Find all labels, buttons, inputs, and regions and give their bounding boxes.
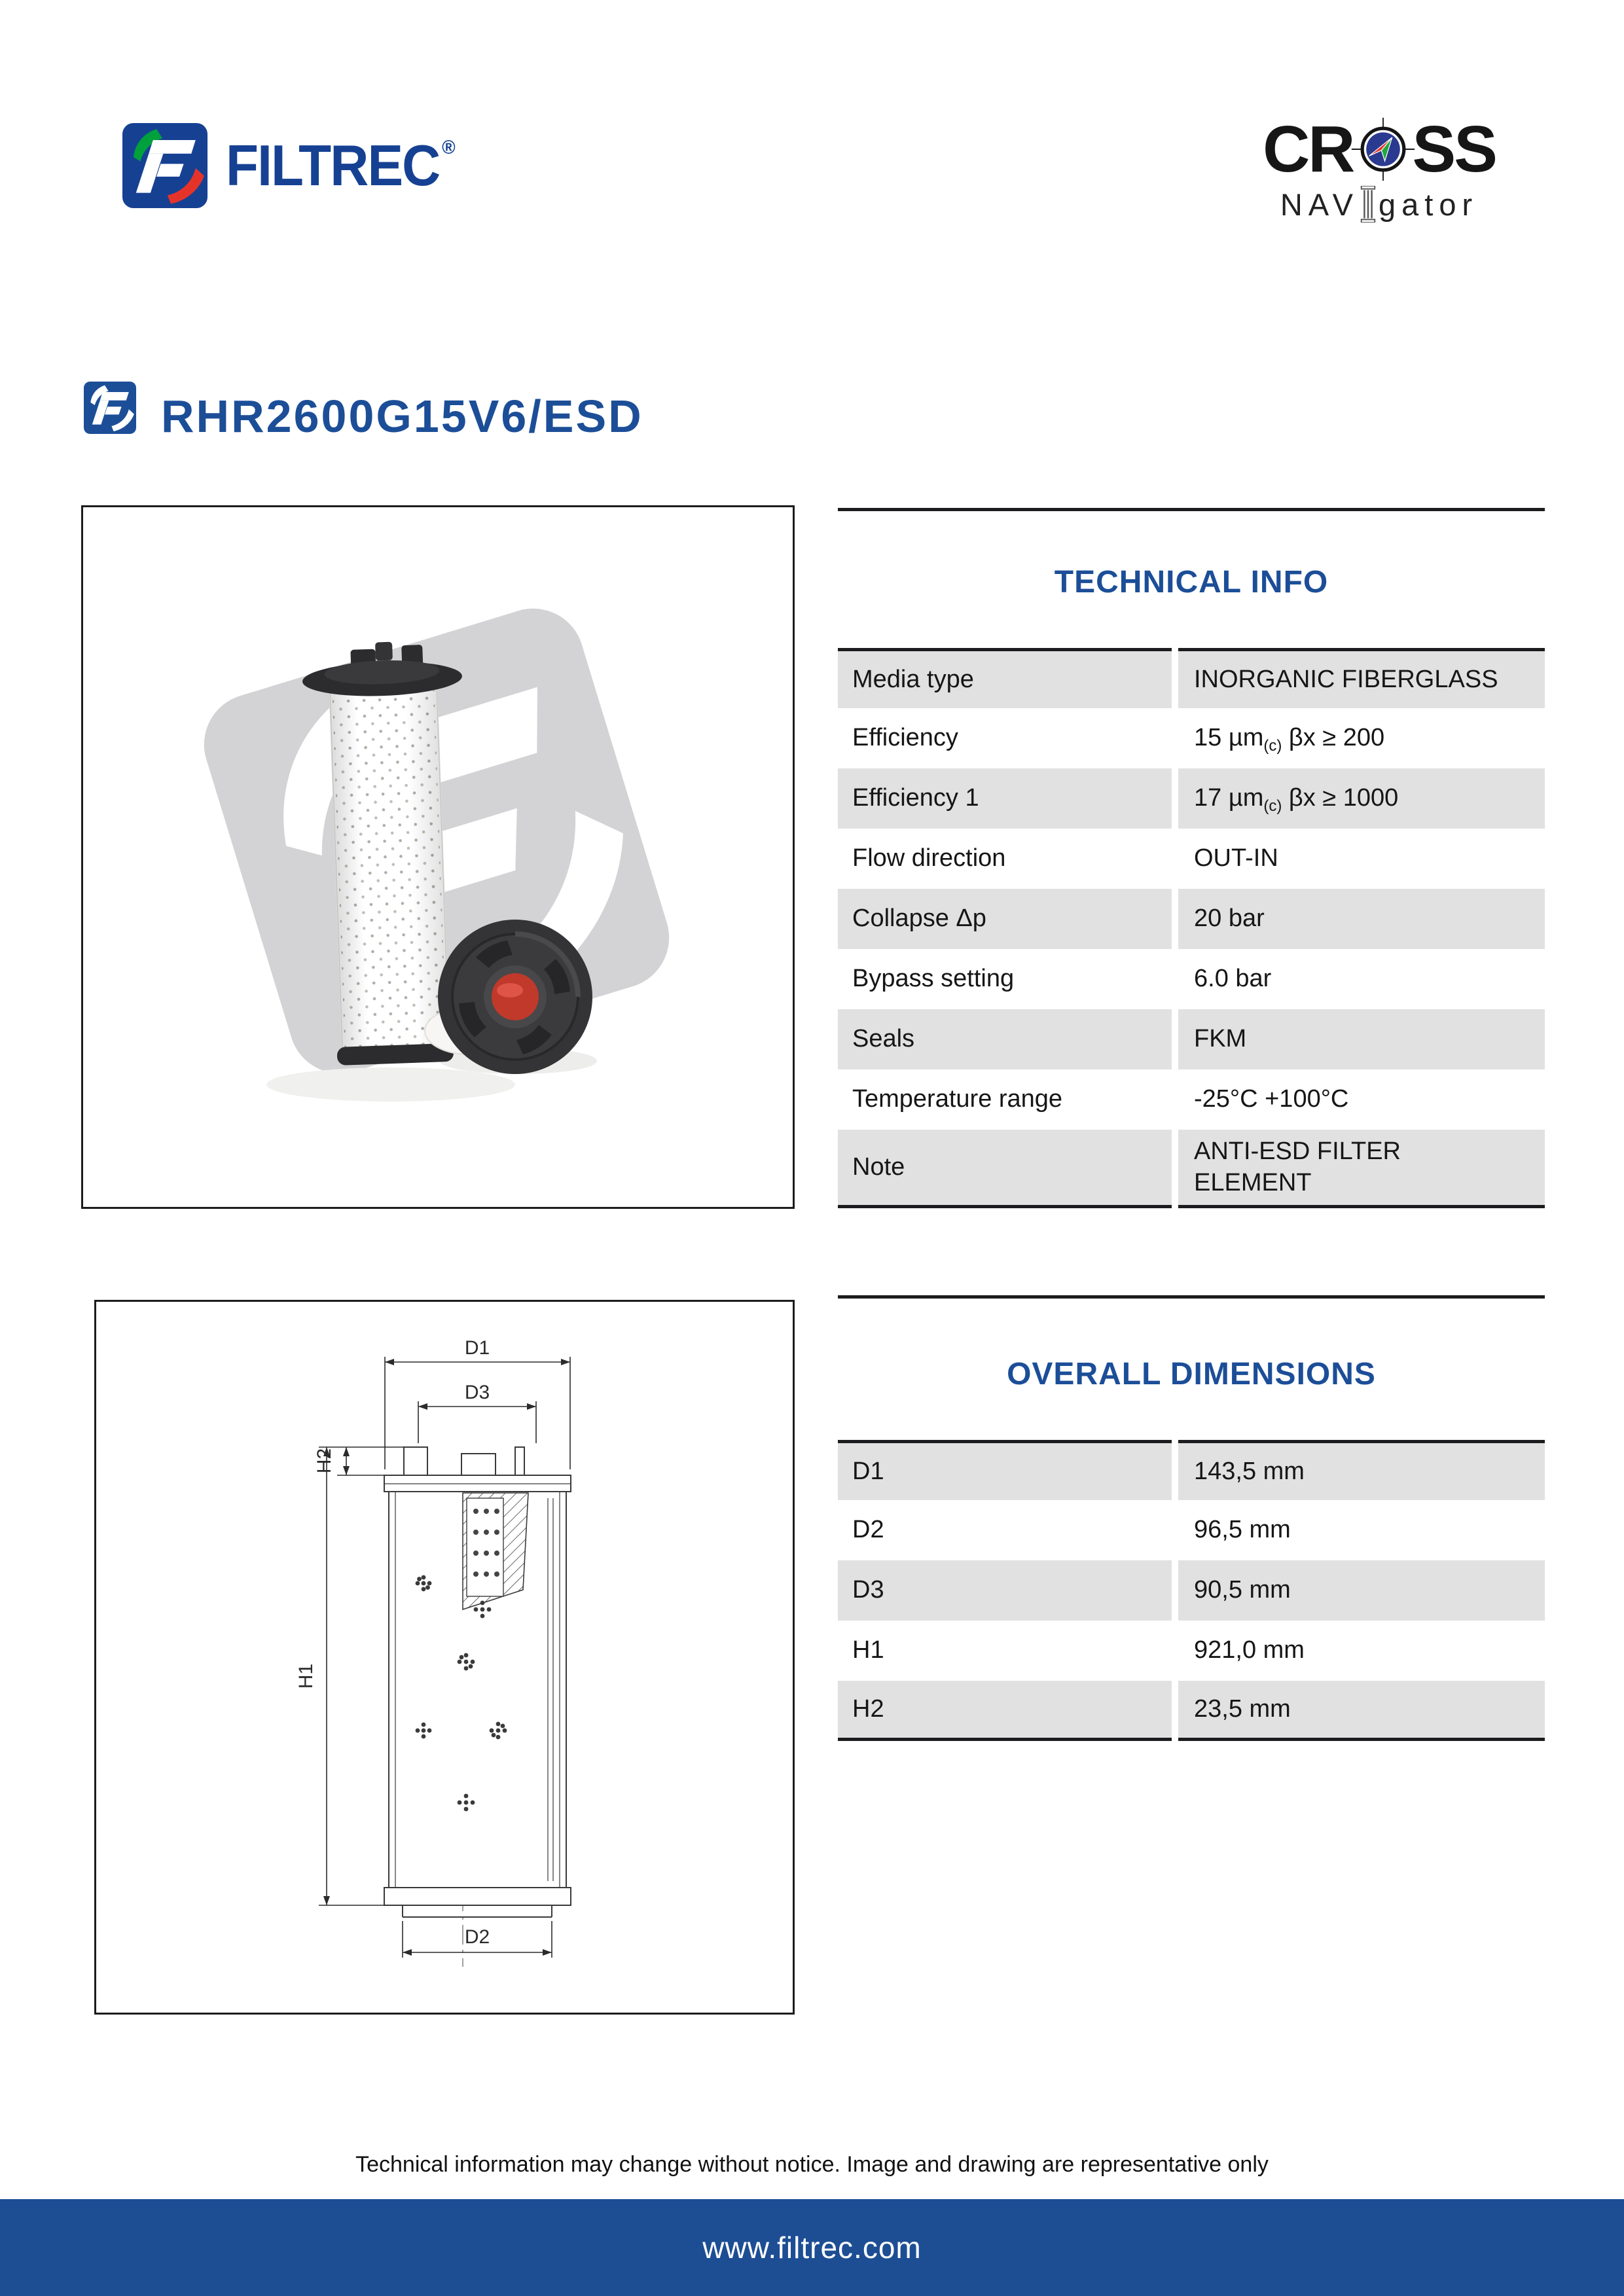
cross-text-right: SS bbox=[1412, 113, 1496, 186]
cross-navigator-logo bbox=[1258, 113, 1500, 223]
registered-mark: ® bbox=[442, 137, 454, 158]
dim-value: 921,0 mm bbox=[1194, 1636, 1305, 1664]
table-row bbox=[838, 889, 1545, 949]
spec-label: Flow direction bbox=[852, 844, 1006, 872]
table-row bbox=[838, 1130, 1545, 1208]
dim-value: 23,5 mm bbox=[1178, 1681, 1545, 1741]
footer-bar bbox=[0, 2199, 1624, 2296]
table-row bbox=[838, 1621, 1545, 1681]
spec-value: ANTI-ESD FILTER ELEMENT bbox=[1178, 1130, 1545, 1208]
dim-label-d3: D3 bbox=[464, 1382, 490, 1403]
table-row bbox=[838, 829, 1545, 889]
filtrec-logo bbox=[122, 123, 471, 208]
technical-drawing-box bbox=[94, 1300, 795, 2015]
table-row bbox=[838, 1440, 1545, 1500]
technical-info-table bbox=[838, 648, 1545, 1208]
filtrec-logo-icon bbox=[122, 123, 208, 208]
table-row bbox=[838, 949, 1545, 1009]
spec-label: Temperature range bbox=[852, 1085, 1063, 1113]
spec-label: Note bbox=[838, 1130, 1172, 1208]
dim-label-h1: H1 bbox=[295, 1663, 317, 1689]
dim-name: H2 bbox=[838, 1681, 1172, 1741]
overall-dimensions-table bbox=[838, 1440, 1545, 1741]
table-row bbox=[838, 1009, 1545, 1069]
spec-label: Efficiency bbox=[852, 724, 958, 752]
table-row bbox=[838, 648, 1545, 708]
spec-value: 15 µm $_{(c)}$ βx ≥ 200 bbox=[1194, 724, 1385, 755]
navigator-text-right: gator bbox=[1379, 187, 1479, 222]
spec-value: 6.0 bar bbox=[1194, 965, 1272, 993]
part-title-icon bbox=[84, 382, 136, 434]
table-row bbox=[838, 1069, 1545, 1130]
dim-label-h2: H2 bbox=[314, 1448, 335, 1474]
spec-value: 20 bar bbox=[1178, 889, 1545, 949]
filter-element-render bbox=[83, 507, 793, 1207]
dim-value: 143,5 mm bbox=[1178, 1440, 1545, 1500]
compass-icon bbox=[1355, 121, 1411, 177]
table-row bbox=[838, 1560, 1545, 1621]
section-rule bbox=[838, 1295, 1545, 1299]
spec-label: Efficiency 1 bbox=[838, 768, 1172, 829]
cross-logo-line1 bbox=[1263, 113, 1496, 186]
dim-name: D3 bbox=[838, 1560, 1172, 1621]
spec-value: OUT-IN bbox=[1194, 844, 1278, 872]
website-link[interactable]: www.filtrec.com bbox=[702, 2231, 922, 2265]
spec-value: 17 µm $_{(c)}$ βx ≥ 1000 bbox=[1178, 768, 1545, 829]
pillar-icon bbox=[1360, 186, 1376, 223]
dim-value: 90,5 mm bbox=[1178, 1560, 1545, 1621]
product-photo-box bbox=[81, 505, 795, 1209]
filtrec-wordmark bbox=[226, 133, 454, 198]
end-cap-disc bbox=[438, 920, 592, 1074]
table-row bbox=[838, 768, 1545, 829]
floor-shadow bbox=[266, 1067, 515, 1102]
cross-text-left: CR bbox=[1263, 113, 1354, 186]
dim-name: H1 bbox=[852, 1636, 884, 1664]
footer-disclaimer: Technical information may change without notice. Image and drawing are representative only bbox=[355, 2152, 1269, 2177]
spec-value: INORGANIC FIBERGLASS bbox=[1178, 648, 1545, 708]
page-title: RHR2600G15V6/ESD bbox=[161, 391, 643, 442]
dim-name: D2 bbox=[852, 1516, 884, 1544]
spec-label: Seals bbox=[838, 1009, 1172, 1069]
dim-name: D1 bbox=[838, 1440, 1172, 1500]
table-row bbox=[838, 708, 1545, 768]
table-row bbox=[838, 1500, 1545, 1560]
overall-dimensions-heading: OVERALL DIMENSIONS bbox=[1007, 1357, 1376, 1391]
section-rule bbox=[838, 508, 1545, 511]
dim-value: 96,5 mm bbox=[1194, 1516, 1291, 1544]
spec-label: Media type bbox=[838, 648, 1172, 708]
spec-value: FKM bbox=[1178, 1009, 1545, 1069]
technical-drawing bbox=[96, 1302, 793, 2013]
spec-label: Bypass setting bbox=[852, 965, 1015, 993]
dim-label-d1: D1 bbox=[464, 1337, 490, 1359]
spec-label: Collapse Δp bbox=[838, 889, 1172, 949]
brand-name: FILTREC bbox=[226, 133, 440, 198]
cross-logo-line2 bbox=[1280, 186, 1478, 223]
table-row bbox=[838, 1681, 1545, 1741]
technical-info-heading: TECHNICAL INFO bbox=[1054, 565, 1329, 600]
spec-value: -25°C +100°C bbox=[1194, 1085, 1349, 1113]
dim-label-d2: D2 bbox=[464, 1926, 490, 1948]
navigator-text-left: NAV bbox=[1280, 187, 1359, 222]
